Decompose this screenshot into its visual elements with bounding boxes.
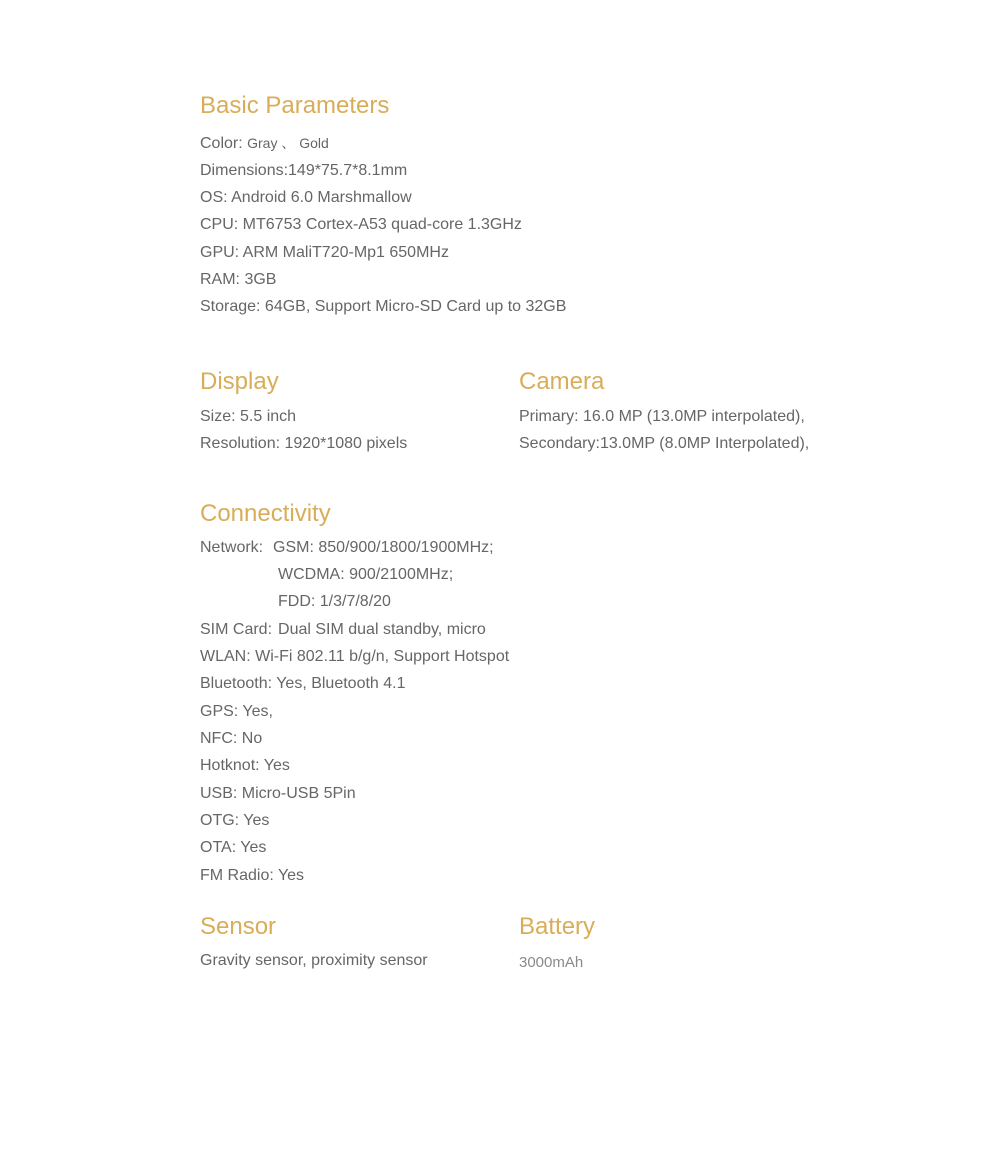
camera-heading: Camera — [519, 368, 605, 395]
sim-card-value: Dual SIM dual standby, micro — [278, 621, 486, 638]
otg-spec: OTG: Yes — [200, 812, 270, 829]
wlan-spec: WLAN: Wi-Fi 802.11 b/g/n, Support Hotspot — [200, 648, 510, 665]
display-heading: Display — [200, 368, 279, 395]
connectivity-heading: Connectivity — [200, 500, 331, 527]
camera-primary-spec: Primary: 16.0 MP (13.0MP interpolated), — [519, 408, 805, 425]
color-value: Gray 、 Gold — [247, 135, 329, 151]
ota-spec: OTA: Yes — [200, 839, 267, 856]
ram-spec: RAM: 3GB — [200, 271, 277, 288]
network-wcdma-spec: WCDMA: 900/2100MHz; — [278, 566, 454, 583]
network-fdd-spec: FDD: 1/3/7/8/20 — [278, 593, 391, 610]
sensor-heading: Sensor — [200, 913, 277, 940]
gpu-spec: GPU: ARM MaliT720-Mp1 650MHz — [200, 244, 449, 261]
gps-spec: GPS: Yes, — [200, 703, 273, 720]
cpu-spec: CPU: MT6753 Cortex-A53 quad-core 1.3GHz — [200, 216, 522, 233]
network-spec — [200, 540, 263, 556]
network-label: Network: — [200, 539, 264, 556]
bluetooth-spec: Bluetooth: Yes, Bluetooth 4.1 — [200, 675, 406, 692]
battery-spec: 3000mAh — [519, 954, 584, 971]
camera-secondary-spec: Secondary:13.0MP (8.0MP Interpolated), — [519, 435, 810, 452]
sim-card-label: SIM Card: — [200, 621, 273, 638]
color-spec — [200, 136, 329, 152]
usb-spec: USB: Micro-USB 5Pin — [200, 785, 356, 802]
fm-radio-spec: FM Radio: Yes — [200, 867, 305, 884]
basic-parameters-heading: Basic Parameters — [200, 92, 390, 119]
sensor-spec: Gravity sensor, proximity sensor — [200, 952, 428, 969]
sim-card-spec — [200, 622, 486, 638]
display-size-spec: Size: 5.5 inch — [200, 408, 297, 425]
battery-heading: Battery — [519, 913, 596, 940]
nfc-spec: NFC: No — [200, 730, 263, 747]
display-resolution-spec: Resolution: 1920*1080 pixels — [200, 435, 408, 452]
hotknot-spec: Hotknot: Yes — [200, 757, 290, 774]
os-spec: OS: Android 6.0 Marshmallow — [200, 189, 412, 206]
network-gsm-spec: GSM: 850/900/1800/1900MHz; — [273, 539, 494, 556]
color-label: Color: — [200, 135, 248, 152]
dimensions-spec: Dimensions:149*75.7*8.1mm — [200, 162, 408, 179]
storage-spec: Storage: 64GB, Support Micro-SD Card up to 32GB — [200, 298, 567, 315]
